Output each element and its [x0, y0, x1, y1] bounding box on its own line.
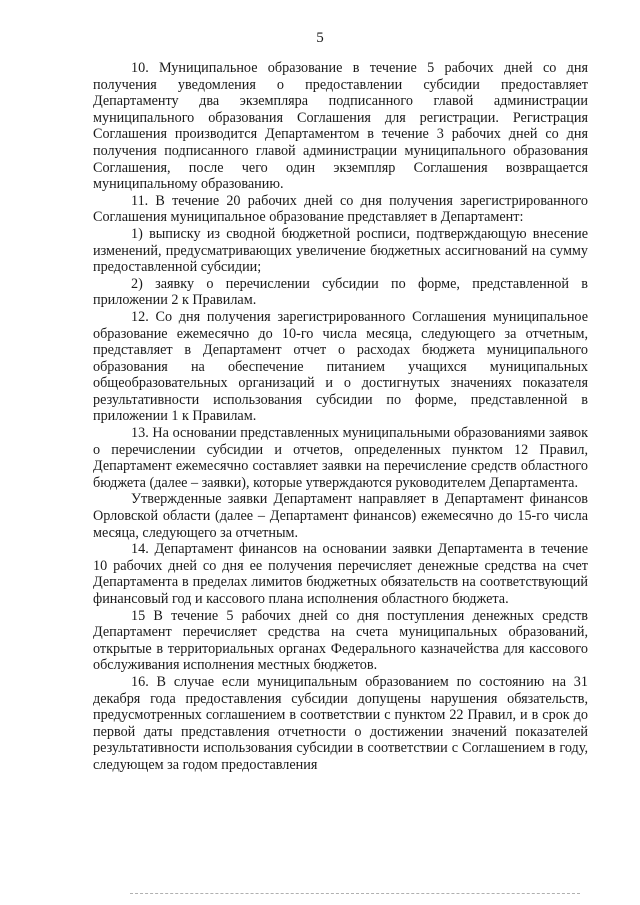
paragraph-11: 11. В течение 20 рабочих дней со дня получения зарегистрированного Соглашения муниципальное образование представляет в Департамент:	[93, 192, 588, 226]
scan-artifact-line	[130, 893, 580, 894]
paragraph-10: 10. Муниципальное образование в течение 5 рабочих дней со дня получения уведомления о предоставлении субсидии предоставляет Департаменту два экземпляра подписанного главой администрации муниципального образования Соглашения для регистрации. Регистрация Соглашения производится Департаментом в течение 3 рабочих дней со дня получения подписанного главой администрации муниципального образования Соглашения, после чего один экземпляр Соглашения возвращается муниципальному образованию.	[93, 60, 588, 193]
paragraph-11-item-1: 1) выписку из сводной бюджетной росписи, подтверждающую внесение изменений, предусматривающих увеличение бюджетных ассигнований на сумму предоставленной субсидии;	[93, 225, 588, 276]
paragraph-11-item-2: 2) заявку о перечислении субсидии по форме, представленной в приложении 2 к Правилам.	[93, 275, 588, 309]
paragraph-12: 12. Со дня получения зарегистрированного Соглашения муниципальное образование ежемесячно до 10-го числа месяца, следующего за отчетным, представляет в Департамент отчет о расходах бюджета муниципального образования на обеспечение питанием учащихся муниципальных общеобразовательных организаций и о достигнутых значениях показателя результативности использования субсидии по форме, представленной в приложении 1 к Правилам.	[93, 308, 588, 425]
paragraph-15: 15 В течение 5 рабочих дней со дня поступления денежных средств Департамент перечисляет средства на счета муниципальных образований, открытые в территориальных органах Федерального казначейства для кассового обслуживания исполнения местных бюджетов.	[93, 607, 588, 674]
paragraph-13: 13. На основании представленных муниципальными образованиями заявок о перечислении субсидии и отчетов, определенных пунктом 12 Правил, Департамент ежемесячно составляет заявки на перечисление средств областного бюджета (далее – заявки), которые утверждаются руководителем Департамента.	[93, 425, 588, 491]
paragraph-14: 14. Департамент финансов на основании заявки Департамента в течение 10 рабочих дней со дня ее получения перечисляет денежные средства на счет Департамента в пределах лимитов бюджетных обязательств на соответствующий финансовый год и кассового плана исполнения областного бюджета.	[93, 541, 588, 607]
page-number: 5	[316, 30, 324, 46]
paragraph-16: 16. В случае если муниципальным образованием по состоянию на 31 декабря года предоставления субсидии допущены нарушения обязательств, предусмотренных соглашением в соответствии с пунктом 22 Правил, и в срок до первой даты представления отчетности о достижении значений показателей результативности использования субсидии в соответствии с Соглашением в году, следующем за годом предоставления	[93, 673, 588, 773]
document-body	[93, 60, 588, 774]
paragraph-13-continued: Утвержденные заявки Департамент направляет в Департамент финансов Орловской области (далее – Департамент финансов) ежемесячно до 15-го числа месяца, следующего за отчетным.	[93, 491, 588, 541]
